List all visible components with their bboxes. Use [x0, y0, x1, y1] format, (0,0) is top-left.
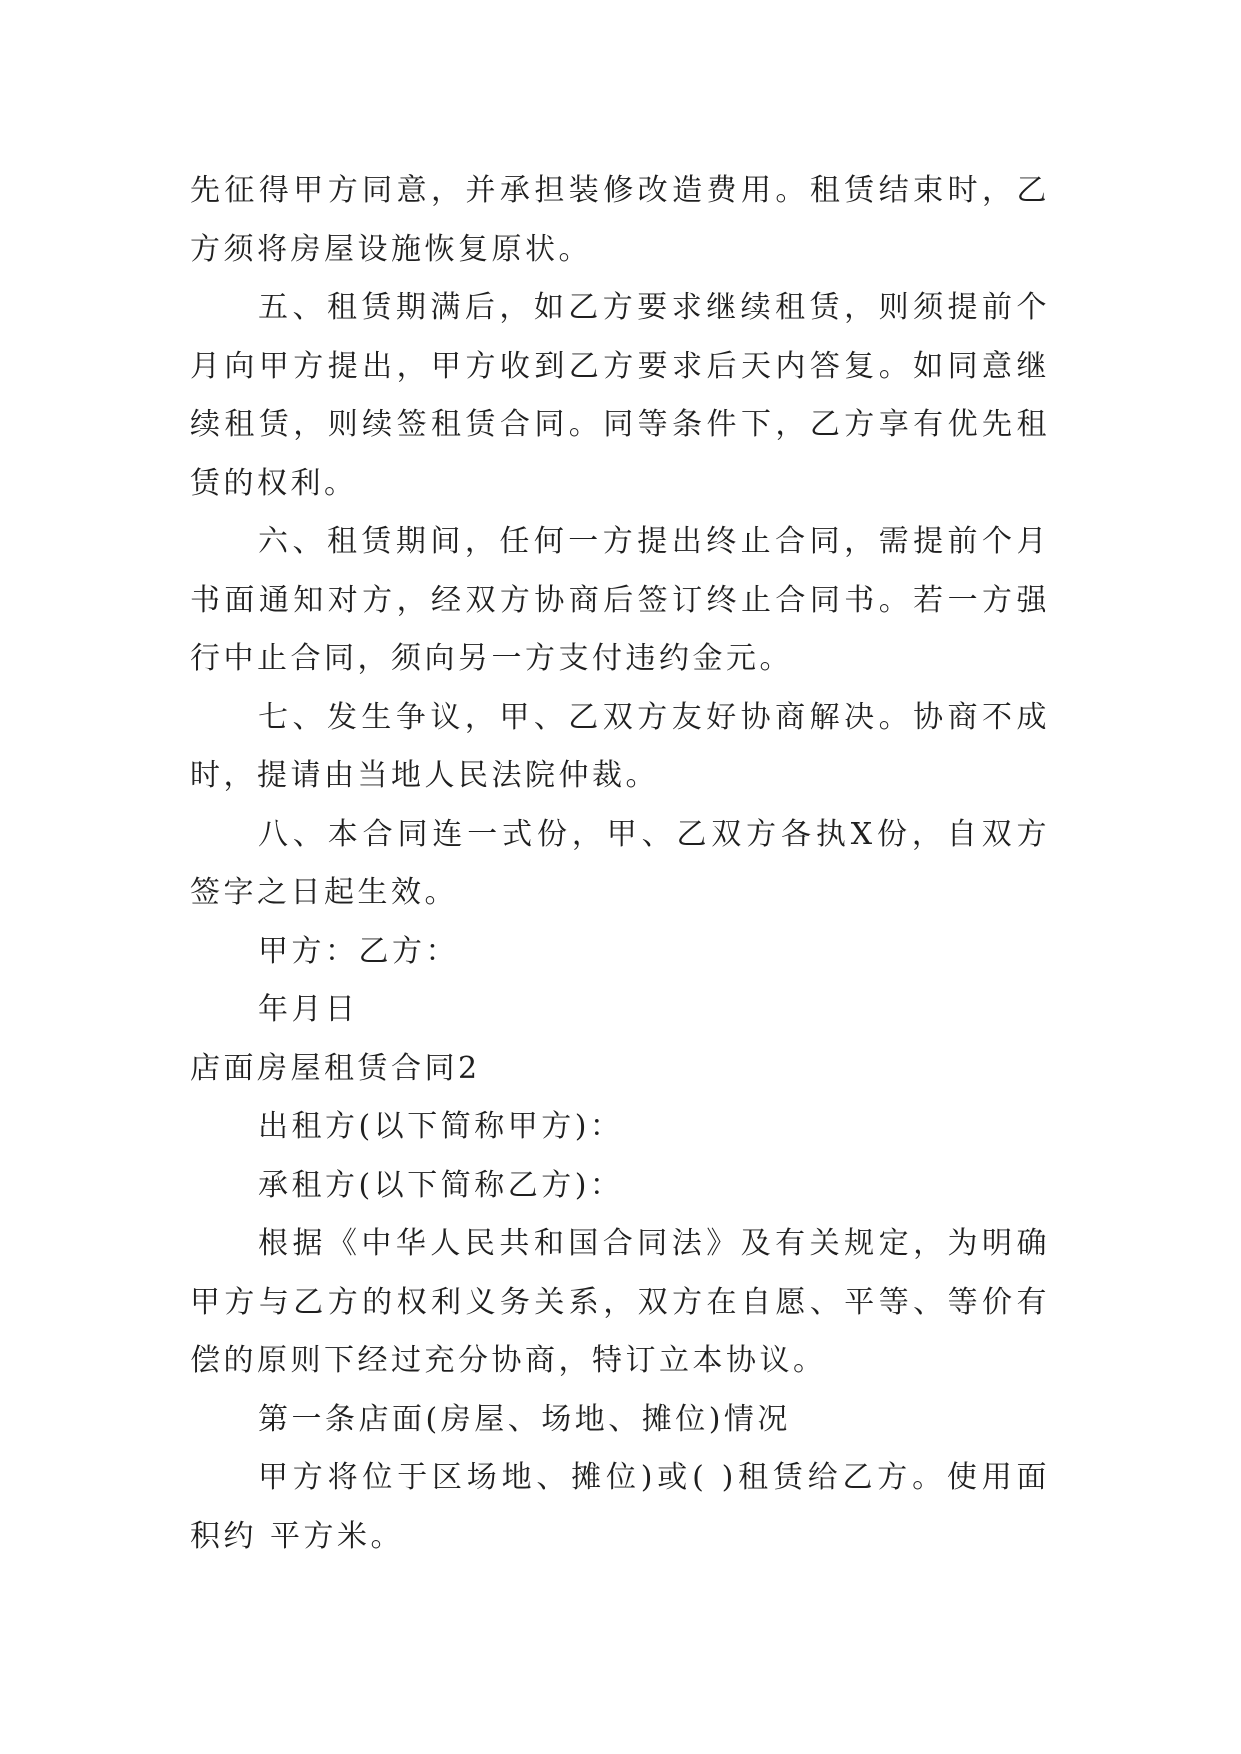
paragraph-continuation: 先征得甲方同意，并承担装修改造费用。租赁结束时，乙方须将房屋设施恢复原状。 — [190, 173, 1050, 267]
article-1-body: 甲方将位于区场地、摊位)或( )租赁给乙方。使用面积约 平方米。 — [190, 1460, 1050, 1554]
paragraph-clause-6: 六、租赁期间，任何一方提出终止合同，需提前个月书面通知对方，经双方协商后签订终止合同书。若一方强行中止合同，须向另一方支付违约金元。 — [190, 524, 1050, 676]
contract-title: 店面房屋租赁合同2 — [190, 1050, 481, 1086]
paragraph-preamble: 根据《中华人民共和国合同法》及有关规定，为明确甲方与乙方的权利义务关系，双方在自愿、平等、等价有偿的原则下经过充分协商，特订立本协议。 — [190, 1226, 1050, 1378]
signature-date-line: 年月日 — [258, 992, 359, 1027]
lessor-line: 出租方(以下简称甲方)： — [258, 1109, 624, 1144]
paragraph-clause-7: 七、发生争议，甲、乙双方友好协商解决。协商不成时，提请由当地人民法院仲裁。 — [190, 699, 1050, 793]
document-body — [190, 162, 1050, 1566]
paragraph-clause-8: 八、本合同连一式份，甲、乙双方各执X份，自双方签字之日起生效。 — [190, 816, 1050, 910]
signature-parties-line: 甲方：乙方： — [258, 933, 459, 969]
article-1-heading: 第一条店面(房屋、场地、摊位)情况 — [258, 1401, 791, 1437]
lessee-line: 承租方(以下简称乙方)： — [258, 1167, 624, 1203]
paragraph-clause-5: 五、租赁期满后，如乙方要求继续租赁，则须提前个月向甲方提出，甲方收到乙方要求后天内答复。如同意继续租赁，则续签租赁合同。同等条件下，乙方享有优先租赁的权利。 — [190, 290, 1050, 501]
